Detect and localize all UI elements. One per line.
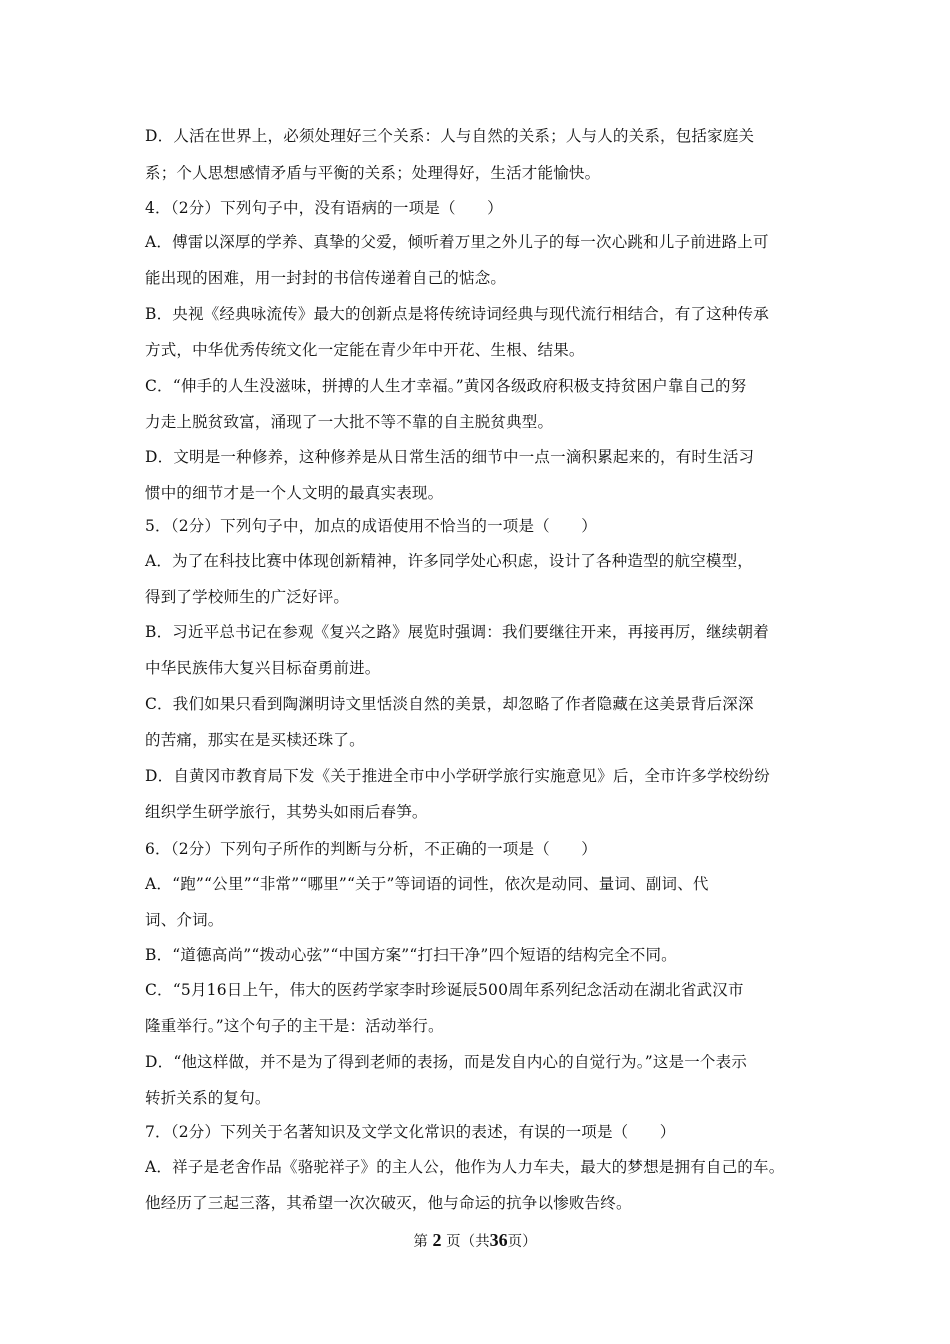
text-line: A．“跑”“公里”“非常”“哪里”“关于”等词语的词性，依次是动同、量词、副词、代 <box>145 875 709 893</box>
text-line: 他经历了三起三落，其希望一次次破灭，他与命运的抗争以惨败告终。 <box>145 1194 632 1212</box>
text-line: D．人活在世界上，必须处理好三个关系：人与自然的关系；人与人的关系，包括家庭关 <box>145 127 755 145</box>
text-line: C．我们如果只看到陶渊明诗文里恬淡自然的美景，却忽略了作者隐藏在这美景背后深深 <box>145 695 754 713</box>
footer-prefix: 第 <box>413 1234 428 1250</box>
total-pages-number: 36 <box>489 1230 508 1250</box>
text-line: 隆重举行。”这个句子的主干是：活动举行。 <box>145 1017 444 1035</box>
text-line: 的苦痛，那实在是买椟还珠了。 <box>145 731 365 749</box>
text-line: B．央视《经典咏流传》最大的创新点是将传统诗词经典与现代流行相结合，有了这种传承 <box>145 305 769 323</box>
text-line: 转折关系的复句。 <box>145 1089 271 1107</box>
text-line: C．“5月16日上午，伟大的医药学家李时珍诞辰500周年系列纪念活动在湖北省武汉市 <box>145 981 744 999</box>
text-line: C．“伸手的人生没滋味，拼搏的人生才幸福。”黄冈各级政府积极支持贫困户靠自己的努 <box>145 377 747 395</box>
page-footer <box>0 1230 950 1251</box>
text-line: 方式，中华优秀传统文化一定能在青少年中开花、生根、结果。 <box>145 341 585 359</box>
footer-suffix: 页） <box>507 1234 537 1250</box>
text-line: A．祥子是老舍作品《骆驼祥子》的主人公，他作为人力车夫，最大的梦想是拥有自己的车。 <box>145 1158 785 1176</box>
text-line: 得到了学校师生的广泛好评。 <box>145 588 350 606</box>
text-line: 力走上脱贫致富，涌现了一大批不等不靠的自主脱贫典型。 <box>145 413 554 431</box>
footer-middle: 页（共 <box>446 1234 490 1250</box>
text-line: 组织学生研学旅行，其势头如雨后春笋。 <box>145 803 428 821</box>
text-line: D．自黄冈市教育局下发《关于推进全市中小学研学旅行实施意见》后，全市许多学校纷纷 <box>145 767 770 785</box>
text-line: D．文明是一种修养，这种修养是从日常生活的细节中一点一滴积累起来的，有时生活习 <box>145 448 755 466</box>
text-line: 词、介词。 <box>145 911 224 929</box>
text-line: B．“道德高尚”“拨动心弦”“中国方案”“打扫干净”四个短语的结构完全不同。 <box>145 946 677 964</box>
current-page-number: 2 <box>432 1230 442 1250</box>
text-line: 惯中的细节才是一个人文明的最真实表现。 <box>145 484 444 502</box>
question-6-stem: 6．（2分）下列句子所作的判断与分析，不正确的一项是（ ） <box>145 840 597 858</box>
text-line: B．习近平总书记在参观《复兴之路》展览时强调：我们要继往开来，再接再厉，继续朝着 <box>145 623 769 641</box>
text-line: D．“他这样做，并不是为了得到老师的表扬，而是发自内心的自觉行为。”这是一个表示 <box>145 1053 748 1071</box>
text-line: 系；个人思想感情矛盾与平衡的关系；处理得好，生活才能愉快。 <box>145 164 601 182</box>
text-line: 中华民族伟大复兴目标奋勇前进。 <box>145 659 381 677</box>
text-line: A．为了在科技比赛中体现创新精神，许多同学处心积虑，设计了各种造型的航空模型， <box>145 552 753 570</box>
text-line: A．傅雷以深厚的学养、真挚的父爱，倾听着万里之外儿子的每一次心跳和儿子前进路上可 <box>145 233 769 251</box>
text-line: 能出现的困难，用一封封的书信传递着自己的惦念。 <box>145 269 507 287</box>
question-4-stem: 4．（2分）下列句子中，没有语病的一项是（ ） <box>145 199 503 217</box>
question-7-stem: 7．（2分）下列关于名著知识及文学文化常识的表述，有误的一项是（ ） <box>145 1123 676 1141</box>
question-5-stem: 5．（2分）下列句子中，加点的成语使用不恰当的一项是（ ） <box>145 517 597 535</box>
